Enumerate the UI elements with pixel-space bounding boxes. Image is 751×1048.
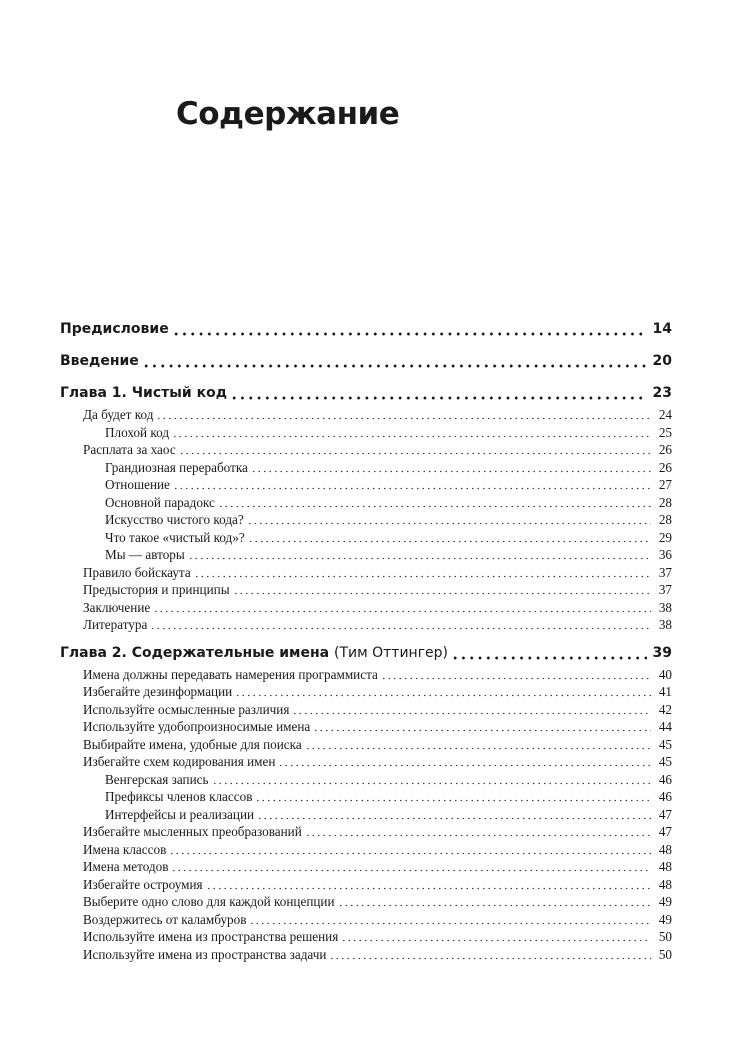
dot-leader	[153, 599, 651, 617]
toc-entry-title	[60, 384, 227, 402]
toc-page-number: 37	[658, 564, 672, 580]
toc-entry-title-text: Литература	[83, 617, 148, 632]
toc-entry-title	[83, 406, 153, 424]
dot-leader	[305, 736, 651, 754]
toc-page-number: 36	[658, 547, 672, 562]
toc-page-number: 45	[658, 736, 672, 752]
toc-entry-title	[83, 858, 168, 876]
toc-entry-title	[60, 352, 139, 370]
toc-page-number: 23	[652, 385, 672, 401]
toc-entry-title-text: Префиксы членов классов	[105, 789, 253, 804]
toc-entry-title-text: Воздержитесь от каламбуров	[83, 911, 247, 927]
toc-page-number: 44	[658, 719, 672, 734]
toc-entry-title-text: Имена должны передавать намерения программиста	[83, 666, 378, 682]
toc-entry-title	[83, 823, 302, 841]
toc-entry-title-text: Используйте удобопроизносимые имена	[83, 719, 311, 734]
toc-chapter-entry[interactable]	[60, 384, 672, 402]
toc-entry-title-text: Выберите одно слово для каждой концепции	[83, 894, 335, 909]
dot-leader	[305, 823, 651, 841]
dot-leader	[156, 406, 651, 424]
toc-section-entry[interactable]	[60, 616, 672, 634]
dot-leader	[150, 616, 651, 634]
toc-entry-title-text: Используйте имена из пространства задачи	[83, 946, 327, 962]
toc-entry-title	[60, 644, 448, 662]
toc-section-entry[interactable]	[60, 683, 672, 701]
toc-page-number: 14	[652, 321, 672, 337]
dot-leader	[381, 666, 651, 684]
toc-entry-title-text: Имена методов	[83, 859, 169, 874]
toc-subsection-entry[interactable]	[60, 424, 672, 442]
toc-chapter-entry[interactable]	[60, 644, 672, 662]
toc-entry-title-text: Плохой код	[105, 424, 170, 440]
toc-entry-title	[105, 788, 252, 806]
toc-entry-title	[83, 753, 275, 771]
toc-entry-title	[83, 893, 335, 911]
toc-entry-title	[83, 718, 310, 736]
toc-page-number: 37	[658, 582, 672, 597]
dot-leader	[338, 893, 651, 911]
toc-subsection-entry[interactable]	[60, 788, 672, 806]
toc-entry-title-text: Используйте имена из пространства решения	[83, 929, 339, 944]
toc-page-number: 20	[652, 353, 672, 369]
toc-subsection-entry[interactable]	[60, 771, 672, 789]
toc-entry-title-text: Избегайте схем кодирования имен	[83, 754, 276, 769]
toc-chapter-entry[interactable]	[60, 352, 672, 370]
toc-entry-title-text: Избегайте мысленных преобразований	[83, 824, 302, 839]
dot-leader	[206, 876, 651, 894]
toc-entry-title	[105, 806, 254, 824]
toc-entry-title-text: Отношение	[105, 477, 170, 492]
dot-leader	[218, 494, 651, 512]
toc-page-number: 50	[658, 946, 672, 962]
toc-entry-title	[105, 529, 245, 547]
toc-page-number: 40	[658, 666, 672, 682]
dot-leader	[169, 841, 651, 859]
toc-entry-title	[83, 581, 230, 599]
dot-leader	[179, 441, 651, 459]
dot-leader	[341, 928, 651, 946]
toc-entry-title	[83, 616, 147, 634]
toc-section-entry[interactable]	[60, 858, 672, 876]
toc-entry-title	[105, 459, 248, 477]
dot-leader	[292, 701, 651, 719]
toc-page-number: 29	[658, 529, 672, 545]
toc-page-number: 39	[652, 644, 672, 661]
toc-entry-title	[83, 683, 232, 701]
toc-page-number: 26	[658, 442, 672, 457]
toc-entry-title-text: Интерфейсы и реализации	[105, 806, 255, 822]
toc-entry-title-text: Заключение	[83, 599, 151, 615]
toc-entry-title	[83, 441, 176, 459]
toc-page-number: 28	[658, 512, 672, 527]
toc-subsection-entry[interactable]	[60, 529, 672, 547]
page-title: Содержание	[176, 96, 400, 132]
toc-subsection-entry[interactable]	[60, 494, 672, 512]
dot-leader	[248, 529, 651, 547]
toc-section-entry[interactable]	[60, 718, 672, 736]
toc-page-number: 27	[658, 477, 672, 492]
toc-entry-title	[83, 701, 289, 719]
dot-leader	[194, 564, 651, 582]
toc-page-number: 42	[658, 701, 672, 717]
toc-entry-title-text: Избегайте дезинформации	[83, 684, 233, 699]
toc-page-number: 47	[658, 824, 672, 839]
dot-leader	[313, 718, 651, 736]
toc-page-number: 48	[658, 859, 672, 874]
toc-section-entry[interactable]	[60, 441, 672, 459]
toc-entry-title	[83, 564, 191, 582]
toc-page-number: 47	[658, 806, 672, 822]
dot-leader	[251, 459, 651, 477]
toc-section-entry[interactable]	[60, 564, 672, 582]
toc-chapter-entry[interactable]	[60, 320, 672, 338]
toc-page-number: 25	[658, 424, 672, 440]
toc-entry-title	[83, 946, 326, 964]
toc-entry-title	[60, 320, 169, 338]
dot-leader	[451, 644, 647, 662]
toc-section-entry[interactable]	[60, 581, 672, 599]
dot-leader	[278, 753, 651, 771]
dot-leader	[212, 771, 651, 789]
dot-leader	[233, 581, 651, 599]
toc-entry-title	[105, 494, 215, 512]
toc-entry-title	[83, 599, 150, 617]
toc-entry-title	[83, 876, 203, 894]
toc-entry-title	[83, 736, 302, 754]
toc-entry-title-text: Имена классов	[83, 841, 167, 857]
dot-leader	[257, 806, 651, 824]
toc-entry-title-text: Введение	[60, 353, 139, 369]
toc-section-entry[interactable]	[60, 823, 672, 841]
toc-page-number: 46	[658, 771, 672, 787]
toc-entry-title	[105, 546, 185, 564]
toc-page-number: 48	[658, 841, 672, 857]
toc-entry-title-text: Венгерская запись	[105, 771, 209, 787]
toc-entry-title	[83, 928, 338, 946]
toc-entry-title	[105, 476, 170, 494]
toc-section-entry[interactable]	[60, 736, 672, 754]
toc-subsection-entry[interactable]	[60, 806, 672, 824]
toc-entry-title-text: Выбирайте имена, удобные для поиска	[83, 736, 302, 752]
toc-section-entry[interactable]	[60, 876, 672, 894]
toc-entry-title-text: Искусство чистого кода?	[105, 512, 244, 527]
toc-entry-title-text: Глава 2. Содержательные имена	[60, 644, 330, 661]
toc-page-number: 49	[658, 894, 672, 909]
toc-entry-title-text: Что такое «чистый код»?	[105, 529, 245, 545]
toc-page-number: 24	[658, 407, 672, 422]
toc-section-entry[interactable]	[60, 841, 672, 859]
toc-page-number: 26	[658, 459, 672, 475]
dot-leader	[142, 352, 647, 370]
toc-entry-title-text: Грандиозная переработка	[105, 459, 248, 475]
toc-entry-title-text: Предисловие	[60, 321, 169, 337]
dot-leader	[172, 424, 651, 442]
toc-entry-title-text: Избегайте остроумия	[83, 876, 203, 892]
dot-leader	[173, 476, 651, 494]
dot-leader	[247, 511, 651, 529]
toc-section-entry[interactable]	[60, 928, 672, 946]
toc-page-number: 50	[658, 929, 672, 944]
toc-section-entry[interactable]	[60, 599, 672, 617]
toc-page-number: 41	[658, 684, 672, 699]
toc-entry-title-text: Основной парадокс	[105, 494, 215, 510]
dot-leader	[235, 683, 651, 701]
toc-subsection-entry[interactable]	[60, 459, 672, 477]
toc-entry-title	[83, 911, 246, 929]
toc-entry-title-text: Используйте осмысленные различия	[83, 701, 290, 717]
dot-leader	[188, 546, 651, 564]
toc-subsection-entry[interactable]	[60, 511, 672, 529]
toc-section-entry[interactable]	[60, 666, 672, 684]
toc-entry-title	[105, 511, 244, 529]
toc-page-number: 38	[658, 617, 672, 632]
toc-section-entry[interactable]	[60, 701, 672, 719]
dot-leader	[255, 788, 651, 806]
toc-entry-title	[83, 841, 166, 859]
dot-leader	[230, 384, 647, 402]
toc-entry-title	[105, 424, 169, 442]
toc-entry-author: (Тим Оттингер)	[334, 644, 449, 661]
toc-entry-title	[83, 666, 378, 684]
toc-section-entry[interactable]	[60, 911, 672, 929]
toc-section-entry[interactable]	[60, 893, 672, 911]
toc-page-number: 45	[658, 754, 672, 769]
dot-leader	[171, 858, 651, 876]
dot-leader	[172, 320, 647, 338]
table-of-contents	[60, 320, 672, 963]
toc-page-number: 48	[658, 876, 672, 892]
toc-section-entry[interactable]	[60, 753, 672, 771]
toc-entry-title-text: Правило бойскаута	[83, 564, 191, 580]
toc-entry-title-text: Мы — авторы	[105, 547, 185, 562]
toc-subsection-entry[interactable]	[60, 476, 672, 494]
toc-page-number: 38	[658, 599, 672, 615]
dot-leader	[329, 946, 651, 964]
dot-leader	[249, 911, 651, 929]
toc-subsection-entry[interactable]	[60, 546, 672, 564]
toc-entry-title-text: Глава 1. Чистый код	[60, 385, 228, 401]
toc-section-entry[interactable]	[60, 946, 672, 964]
toc-page-number: 49	[658, 911, 672, 927]
toc-entry-title-text: Да будет код	[83, 407, 154, 422]
toc-entry-title-text: Предыстория и принципы	[83, 582, 230, 597]
toc-entry-title	[105, 771, 209, 789]
toc-page-number: 46	[658, 789, 672, 804]
toc-page-number: 28	[658, 494, 672, 510]
toc-entry-title-text: Расплата за хаос	[83, 442, 176, 457]
toc-section-entry[interactable]	[60, 406, 672, 424]
